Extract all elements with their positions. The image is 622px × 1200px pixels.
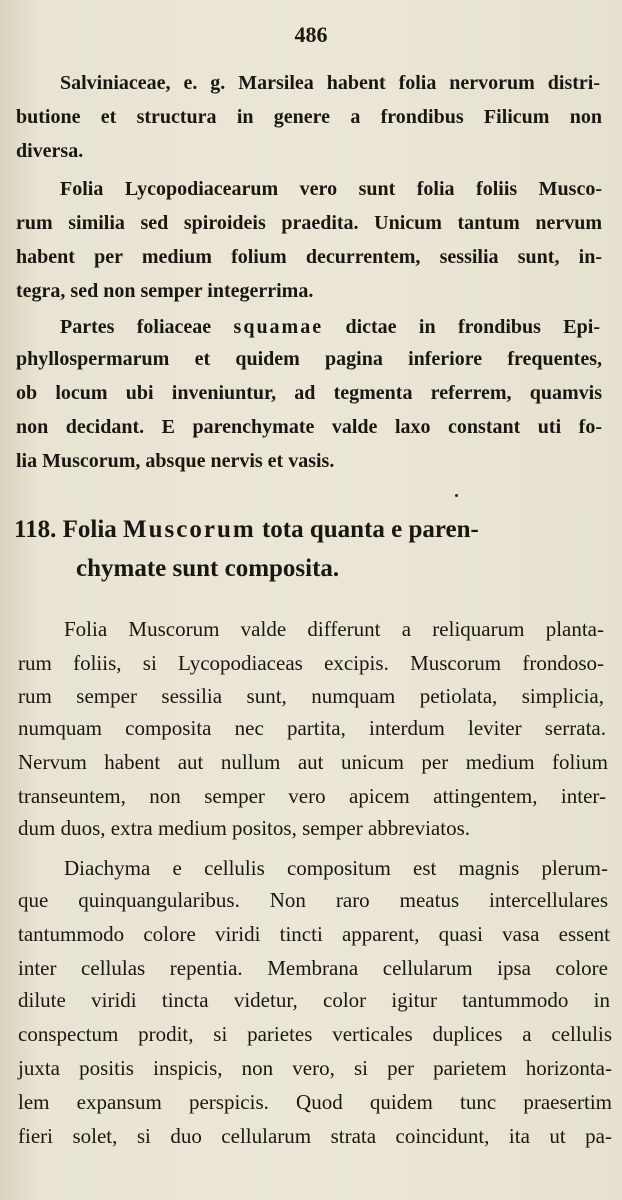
text-line: Folia Muscorum valde differunt a reliquarum planta- [64,617,604,641]
text-line: conspectum prodit, si parietes verticales duplices a cellulis [18,1022,612,1046]
text-line: rum semper sessilia sunt, numquam petiolata, simplicia, [18,684,604,708]
section-title-pre: Folia [62,516,124,543]
section-heading-line-2: chymate sunt composita. [76,555,340,582]
text-line: Folia Lycopodiacearum vero sunt folia foliis Musco- [60,178,602,200]
ink-speck [455,494,458,497]
text-line: tantummodo colore viridi tincti apparent, quasi vasa essent [18,922,610,946]
section-title-post: tota quanta e paren- [255,516,479,543]
text-line: habent per medium folium decurrentem, sessilia sunt, in- [16,246,602,268]
text-line: dilute viridi tincta videtur, color igitur tantummodo in [18,988,610,1012]
text-line: butione et structura in genere a frondibus Filicum non [16,106,602,128]
text-line: rum foliis, si Lycopodiaceas excipis. Muscorum frondoso- [18,651,604,675]
text-line: non decidant. E parenchymate valde laxo constant uti fo- [16,416,602,438]
section-number: 118. [14,516,57,543]
text-line: Nervum habent aut nullum aut unicum per medium folium [18,750,608,774]
text-line: numquam composita nec partita, interdum leviter serrata. [18,716,606,740]
text-line: ob locum ubi inveniuntur, ad tegmenta referrem, quamvis [16,382,602,404]
text-line: juxta positis inspicis, non vero, si per parietem horizonta- [18,1056,612,1080]
text-span-pre: Partes foliaceae [60,316,234,338]
text-line: rum similia sed spiroideis praedita. Unicum tantum nervum [16,212,602,234]
text-line: lia Muscorum, absque nervis et vasis. [16,450,335,472]
text-line: Diachyma e cellulis compositum est magnis plerum- [64,856,608,880]
text-line: tegra, sed non semper integerrima. [16,280,314,302]
section-heading-line-1 [14,516,479,544]
text-line: diversa. [16,140,84,162]
text-line: inter cellulas repentia. Membrana cellularum ipsa colore [18,956,608,980]
text-line: transeuntem, non semper vero apicem attingentem, inter- [18,784,606,808]
text-line [60,316,600,339]
page-number: 486 [294,22,328,47]
text-span-post: dictae in frondibus Epi- [323,316,600,338]
text-line: que quinquangularibus. Non raro meatus intercellulares [18,888,608,912]
text-span-spaced: squamae [233,316,324,338]
text-line: fieri solet, si duo cellularum strata coincidunt, ita ut pa- [18,1124,612,1148]
text-line: phyllospermarum et quidem pagina inferiore frequentes, [16,348,602,370]
text-line: dum duos, extra medium positos, semper abbreviatos. [18,816,471,840]
text-line: lem expansum perspicis. Quod quidem tunc praesertim [18,1090,612,1114]
text-line: Salviniaceae, e. g. Marsilea habent folia nervorum distri- [60,72,600,94]
section-title-spaced: Muscorum [123,516,256,543]
